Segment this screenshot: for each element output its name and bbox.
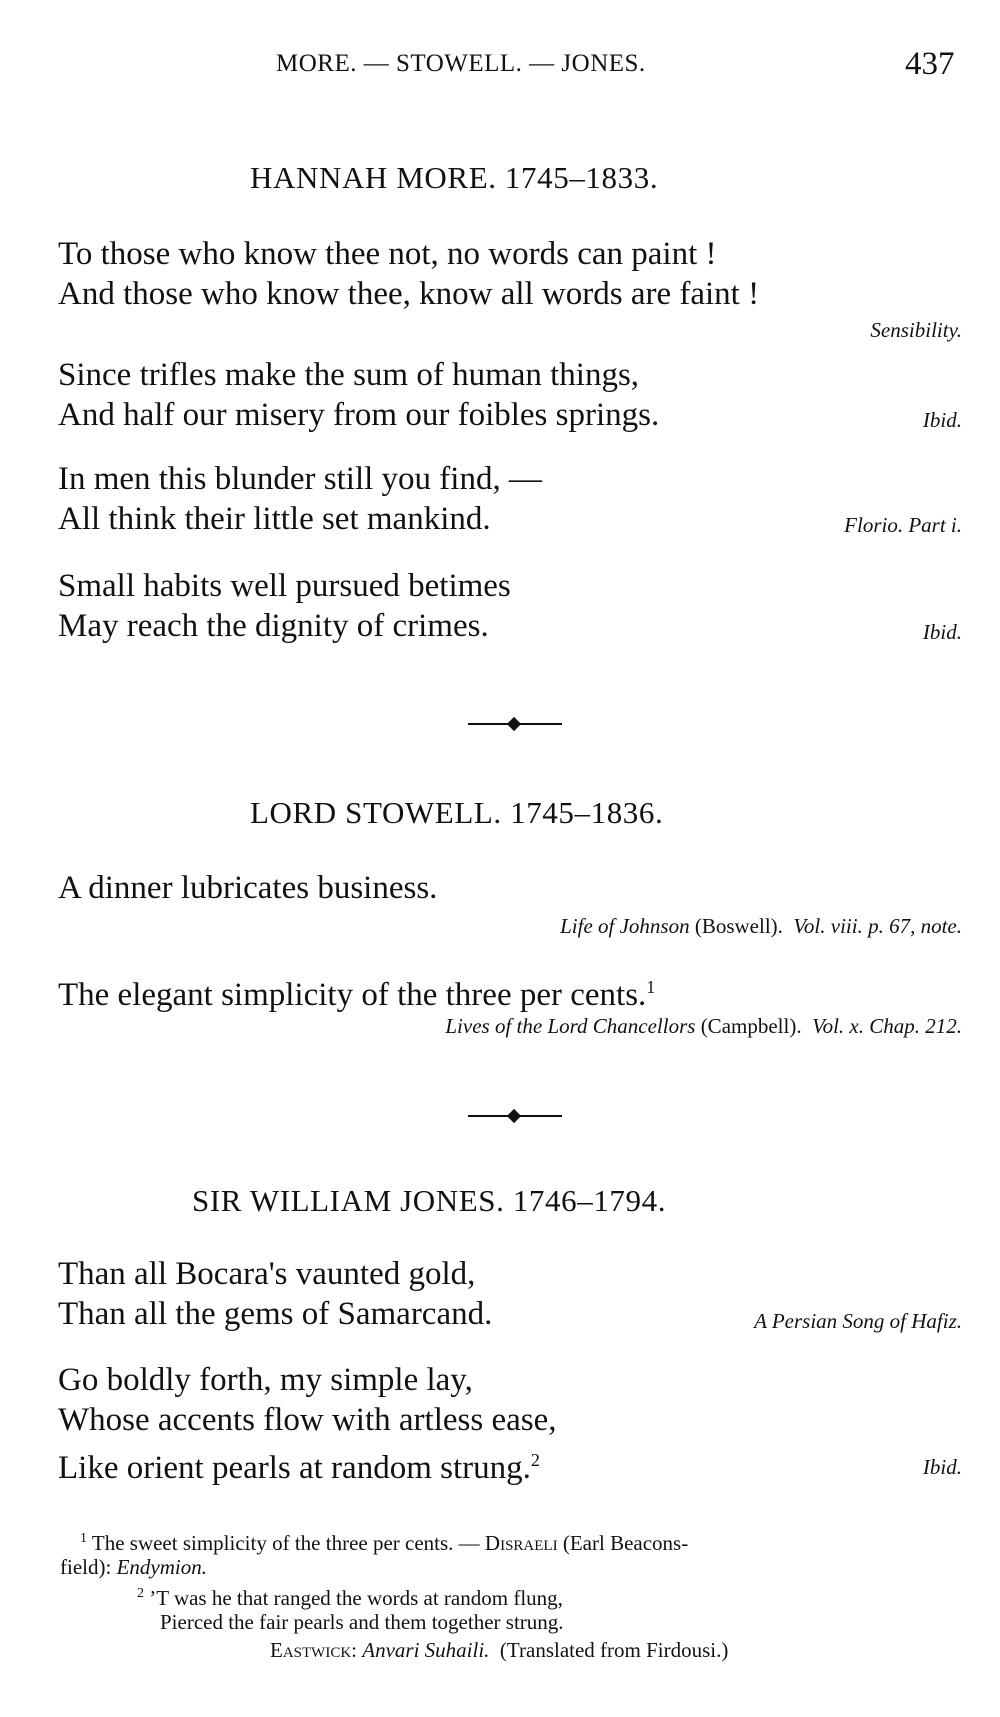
- quote-block: [58, 967, 655, 1015]
- footnote-author-note: (Earl Beacons-: [562, 1531, 689, 1555]
- footnote-work: Anvari Suhaili.: [362, 1638, 490, 1662]
- quote-line: A dinner lubricates business.: [58, 870, 438, 906]
- quote-line: To those who know thee not, no words can paint !: [58, 236, 717, 272]
- section-divider: [468, 718, 562, 730]
- section-heading-hannah-more: HANNAH MORE. 1745–1833.: [250, 160, 659, 195]
- footnote-marker: 2: [530, 1450, 540, 1470]
- source-reference: Vol. viii. p. 67, note.: [793, 914, 962, 938]
- quote-source: A Persian Song of Hafiz.: [754, 1309, 962, 1333]
- footnote-author: Disraeli: [484, 1531, 558, 1555]
- quote-line: Like orient pearls at random strung.: [58, 1450, 531, 1486]
- quote-line: All think their little set mankind.: [58, 501, 491, 537]
- footnote-work: Endymion.: [116, 1555, 207, 1579]
- footnote-number: 2: [137, 1586, 144, 1601]
- footnote-2-attribution: [270, 1636, 728, 1664]
- quote-line: Than all the gems of Samarcand.: [58, 1296, 493, 1332]
- quote-line: Small habits well pursued betimes: [58, 568, 511, 604]
- footnote-marker: 1: [646, 977, 656, 997]
- page-number: 437: [905, 46, 955, 82]
- source-author: (Campbell).: [700, 1014, 802, 1038]
- footnote-number: 1: [80, 1531, 87, 1546]
- quote-line: Since trifles make the sum of human things,: [58, 357, 640, 393]
- footnote-text: The sweet simplicity of the three per cents. —: [91, 1531, 480, 1555]
- quote-line: And half our misery from our foibles springs.: [58, 397, 660, 433]
- footnote-author: Eastwick:: [270, 1638, 357, 1662]
- quote-line: The elegant simplicity of the three per cents.: [58, 977, 647, 1013]
- quote-block: [58, 1254, 492, 1334]
- quote-line: And those who know thee, know all words are faint !: [58, 276, 760, 312]
- quote-line: Go boldly forth, my simple lay,: [58, 1362, 473, 1398]
- footnote-line: Pierced the fair pearls and them together strung.: [160, 1610, 564, 1634]
- quote-source: [560, 914, 962, 939]
- quote-line: Than all Bocara's vaunted gold,: [58, 1256, 476, 1292]
- section-heading-lord-stowell: LORD STOWELL. 1745–1836.: [250, 795, 664, 830]
- footnote-note: (Translated from Firdousi.): [499, 1638, 729, 1662]
- quote-source: Ibid.: [922, 1455, 962, 1479]
- quote-block: [58, 459, 542, 539]
- source-author: (Boswell).: [694, 914, 783, 938]
- footnote-1-continuation: [60, 1553, 207, 1581]
- quote-line: In men this blunder still you find, —: [58, 461, 542, 497]
- quote-block: [58, 566, 511, 646]
- source-title: Lives of the Lord Chancellors: [445, 1014, 696, 1038]
- quote-block: [58, 234, 759, 314]
- footnote-text: field):: [60, 1555, 112, 1579]
- quote-source: Ibid.: [922, 620, 962, 644]
- quote-block: [58, 355, 659, 435]
- section-heading-sir-william-jones: SIR WILLIAM JONES. 1746–1794.: [192, 1183, 667, 1218]
- quote-line: Whose accents flow with artless ease,: [58, 1402, 557, 1438]
- quote-source: Ibid.: [922, 408, 962, 432]
- running-title: MORE. — STOWELL. — JONES.: [276, 50, 646, 77]
- section-divider: [468, 1110, 562, 1122]
- quote-source: Florio. Part i.: [844, 513, 962, 537]
- footnote-2-line: [160, 1608, 564, 1636]
- quote-block: [58, 868, 437, 908]
- quote-block: [58, 1360, 556, 1488]
- footnote-line: ’T was he that ranged the words at random flung,: [149, 1586, 563, 1610]
- source-reference: Vol. x. Chap. 212.: [812, 1014, 962, 1038]
- source-title: Life of Johnson: [560, 914, 690, 938]
- quote-source: [445, 1014, 962, 1039]
- quote-line: May reach the dignity of crimes.: [58, 608, 489, 644]
- quote-source: Sensibility.: [870, 318, 962, 342]
